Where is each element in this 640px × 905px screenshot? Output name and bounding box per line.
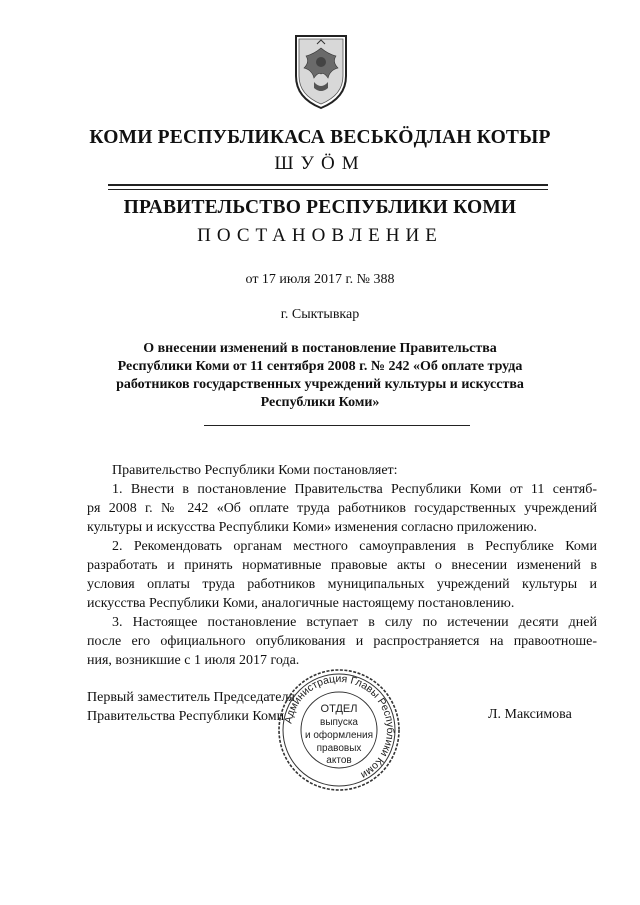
- decree-body: [87, 461, 597, 670]
- stamp-ring-text: Администрация Главы Республики Коми: [282, 672, 397, 782]
- komi-decree-label: ШУӦМ: [274, 153, 366, 174]
- stamp-line: ОТДЕЛ: [320, 703, 358, 715]
- signatory-position: [87, 688, 295, 726]
- official-stamp: [276, 667, 402, 793]
- body-line: искусства Республики Коми, аналогичные настоящему постановлению.: [87, 596, 515, 611]
- subject-line: работников государственных учреждений культуры и искусства: [116, 377, 524, 392]
- decree-subject: [0, 340, 640, 412]
- body-line: 2. Рекомендовать органам местного самоуправления в Республике Коми: [112, 539, 597, 554]
- signatory-position-line: Правительства Республики Коми: [87, 709, 285, 724]
- body-line: условия оплаты труда работников муниципальных учреждений культуры и: [87, 577, 597, 592]
- body-line: после его официального опубликования и распространяется на правоотноше-: [87, 634, 597, 649]
- decree-label: ПОСТАНОВЛЕНИЕ: [197, 225, 443, 246]
- header-rule-thin: [108, 189, 548, 190]
- body-line: 1. Внести в постановление Правительства Республики Коми от 11 сентяб-: [112, 482, 597, 497]
- decree-date-number: от 17 июля 2017 г. № 388: [245, 272, 395, 287]
- subject-line: Республики Коми»: [260, 395, 380, 410]
- subject-line: Республики Коми от 11 сентября 2008 г. № 242 «Об оплате труда: [117, 359, 523, 374]
- decree-city: г. Сыктывкар: [280, 307, 360, 322]
- subject-rule: [204, 425, 470, 426]
- body-line: ря 2008 г. № 242 «Об оплате труда работников государственных учреждений: [87, 501, 597, 516]
- body-line: 3. Настоящее постановление вступает в силу по истечении десяти дней: [112, 615, 597, 630]
- body-line: Правительство Республики Коми постановляет:: [112, 463, 398, 478]
- signatory-position-line: Первый заместитель Председателя: [87, 690, 295, 705]
- coat-of-arms-emblem: [292, 32, 350, 110]
- government-title: ПРАВИТЕЛЬСТВО РЕСПУБЛИКИ КОМИ: [123, 197, 517, 218]
- komi-government-title: КОМИ РЕСПУБЛИКАСА ВЕСЬКӦДЛАН КОТЫР: [89, 127, 551, 148]
- header-rule-thick: [108, 184, 548, 186]
- stamp-line: выпуска: [320, 717, 358, 728]
- body-line: культуры и искусства Республики Коми» изменения согласно приложению.: [87, 520, 538, 535]
- stamp-line: правовых: [316, 743, 362, 754]
- subject-line: О внесении изменений в постановление Правительства: [143, 341, 497, 356]
- signatory-name: Л. Максимова: [488, 707, 572, 722]
- stamp-line: и оформления: [304, 730, 374, 741]
- body-line: ния, возникшие с 1 июля 2017 года.: [87, 653, 300, 668]
- body-line: разработать и принять нормативные правовые акты о внесении изменений в: [87, 558, 597, 573]
- stamp-line: актов: [326, 755, 352, 766]
